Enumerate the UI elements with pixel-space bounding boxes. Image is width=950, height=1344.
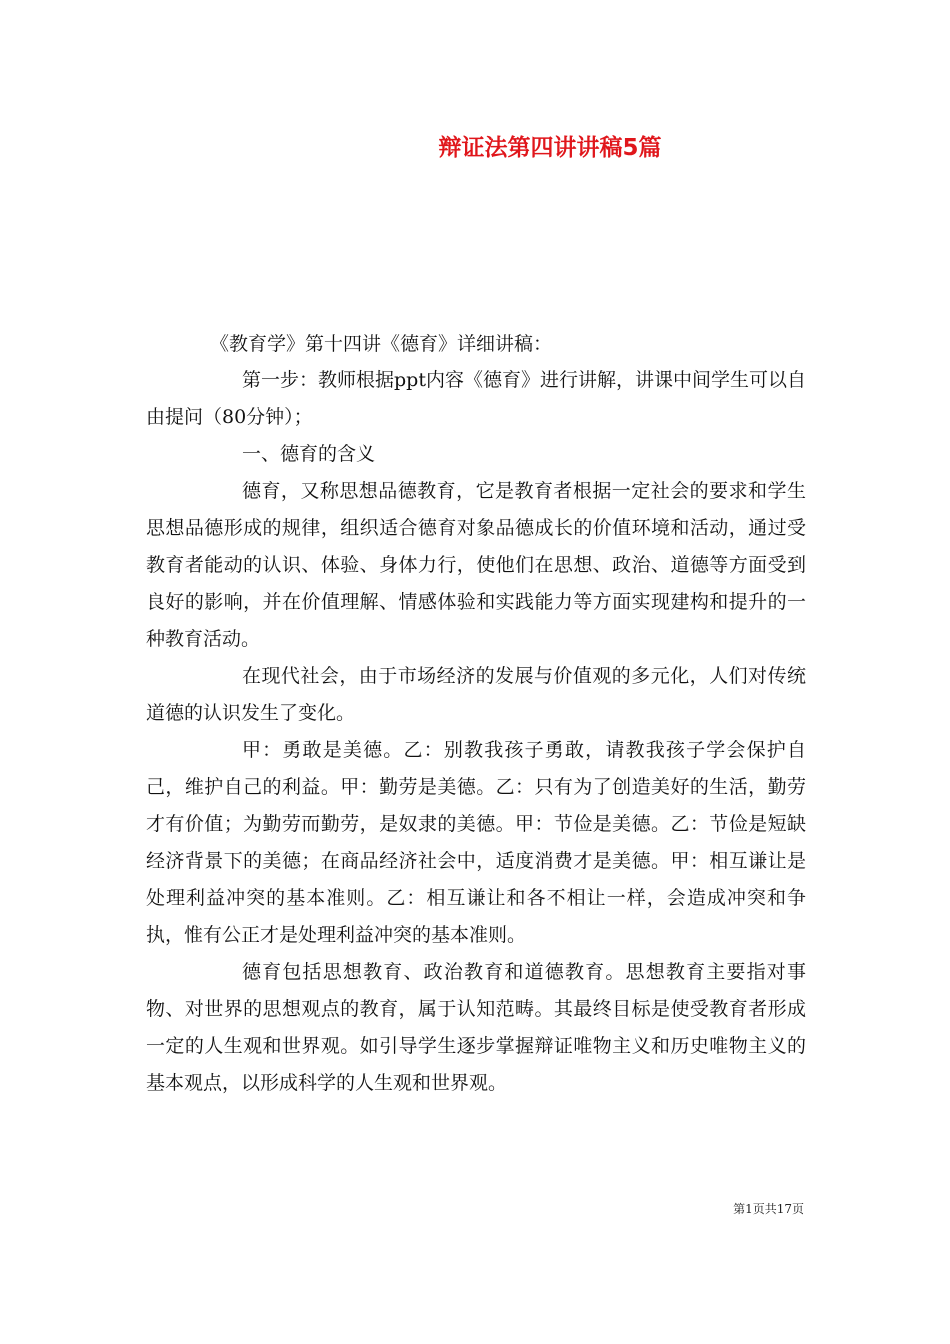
lecture-subtitle: 《教育学》第十四讲《德育》详细讲稿： xyxy=(210,333,553,355)
paragraph-dialogue: 甲：勇敢是美德。乙：别教我孩子勇敢，请教我孩子学会保护自己，维护自己的利益。甲：勤劳是美德。乙：只有为了创造美好的生活，勤劳才有价值；为勤劳而勤劳，是奴隶的美德。甲：节俭是美德。乙：节俭是短缺经济背景下的美德；在商品经济社会中，适度消费才是美德。甲：相互谦让是处理利益冲突的基本准则。乙：相互谦让和各不相让一样，会造成冲突和争执，惟有公正才是处理利益冲突的基本准则。 xyxy=(146,739,806,946)
document-title: 辩证法第四讲讲稿5篇 xyxy=(438,135,662,161)
page-number-footer: 第1页共17页 xyxy=(733,1202,804,1216)
paragraph-modern-society: 在现代社会，由于市场经济的发展与价值观的多元化，人们对传统道德的认识发生了变化。 xyxy=(146,665,806,724)
paragraph-step-one: 第一步：教师根据ppt内容《德育》进行讲解，讲课中间学生可以自由提问（80分钟）； xyxy=(146,369,806,428)
document-body xyxy=(146,326,806,1102)
paragraph-definition: 德育，又称思想品德教育，它是教育者根据一定社会的要求和学生思想品德形成的规律，组织适合德育对象品德成长的价值环境和活动，通过受教育者能动的认识、体验、身体力行，使他们在思想、政治、道德等方面受到良好的影响，并在价值理解、情感体验和实践能力等方面实现建构和提升的一种教育活动。 xyxy=(146,480,806,650)
paragraph-components: 德育包括思想教育、政治教育和道德教育。思想教育主要指对事物、对世界的思想观点的教育，属于认知范畴。其最终目标是使受教育者形成一定的人生观和世界观。如引导学生逐步掌握辩证唯物主义和历史唯物主义的基本观点，以形成科学的人生观和世界观。 xyxy=(146,961,806,1094)
section-heading-moral-education: 一、德育的含义 xyxy=(242,443,376,465)
